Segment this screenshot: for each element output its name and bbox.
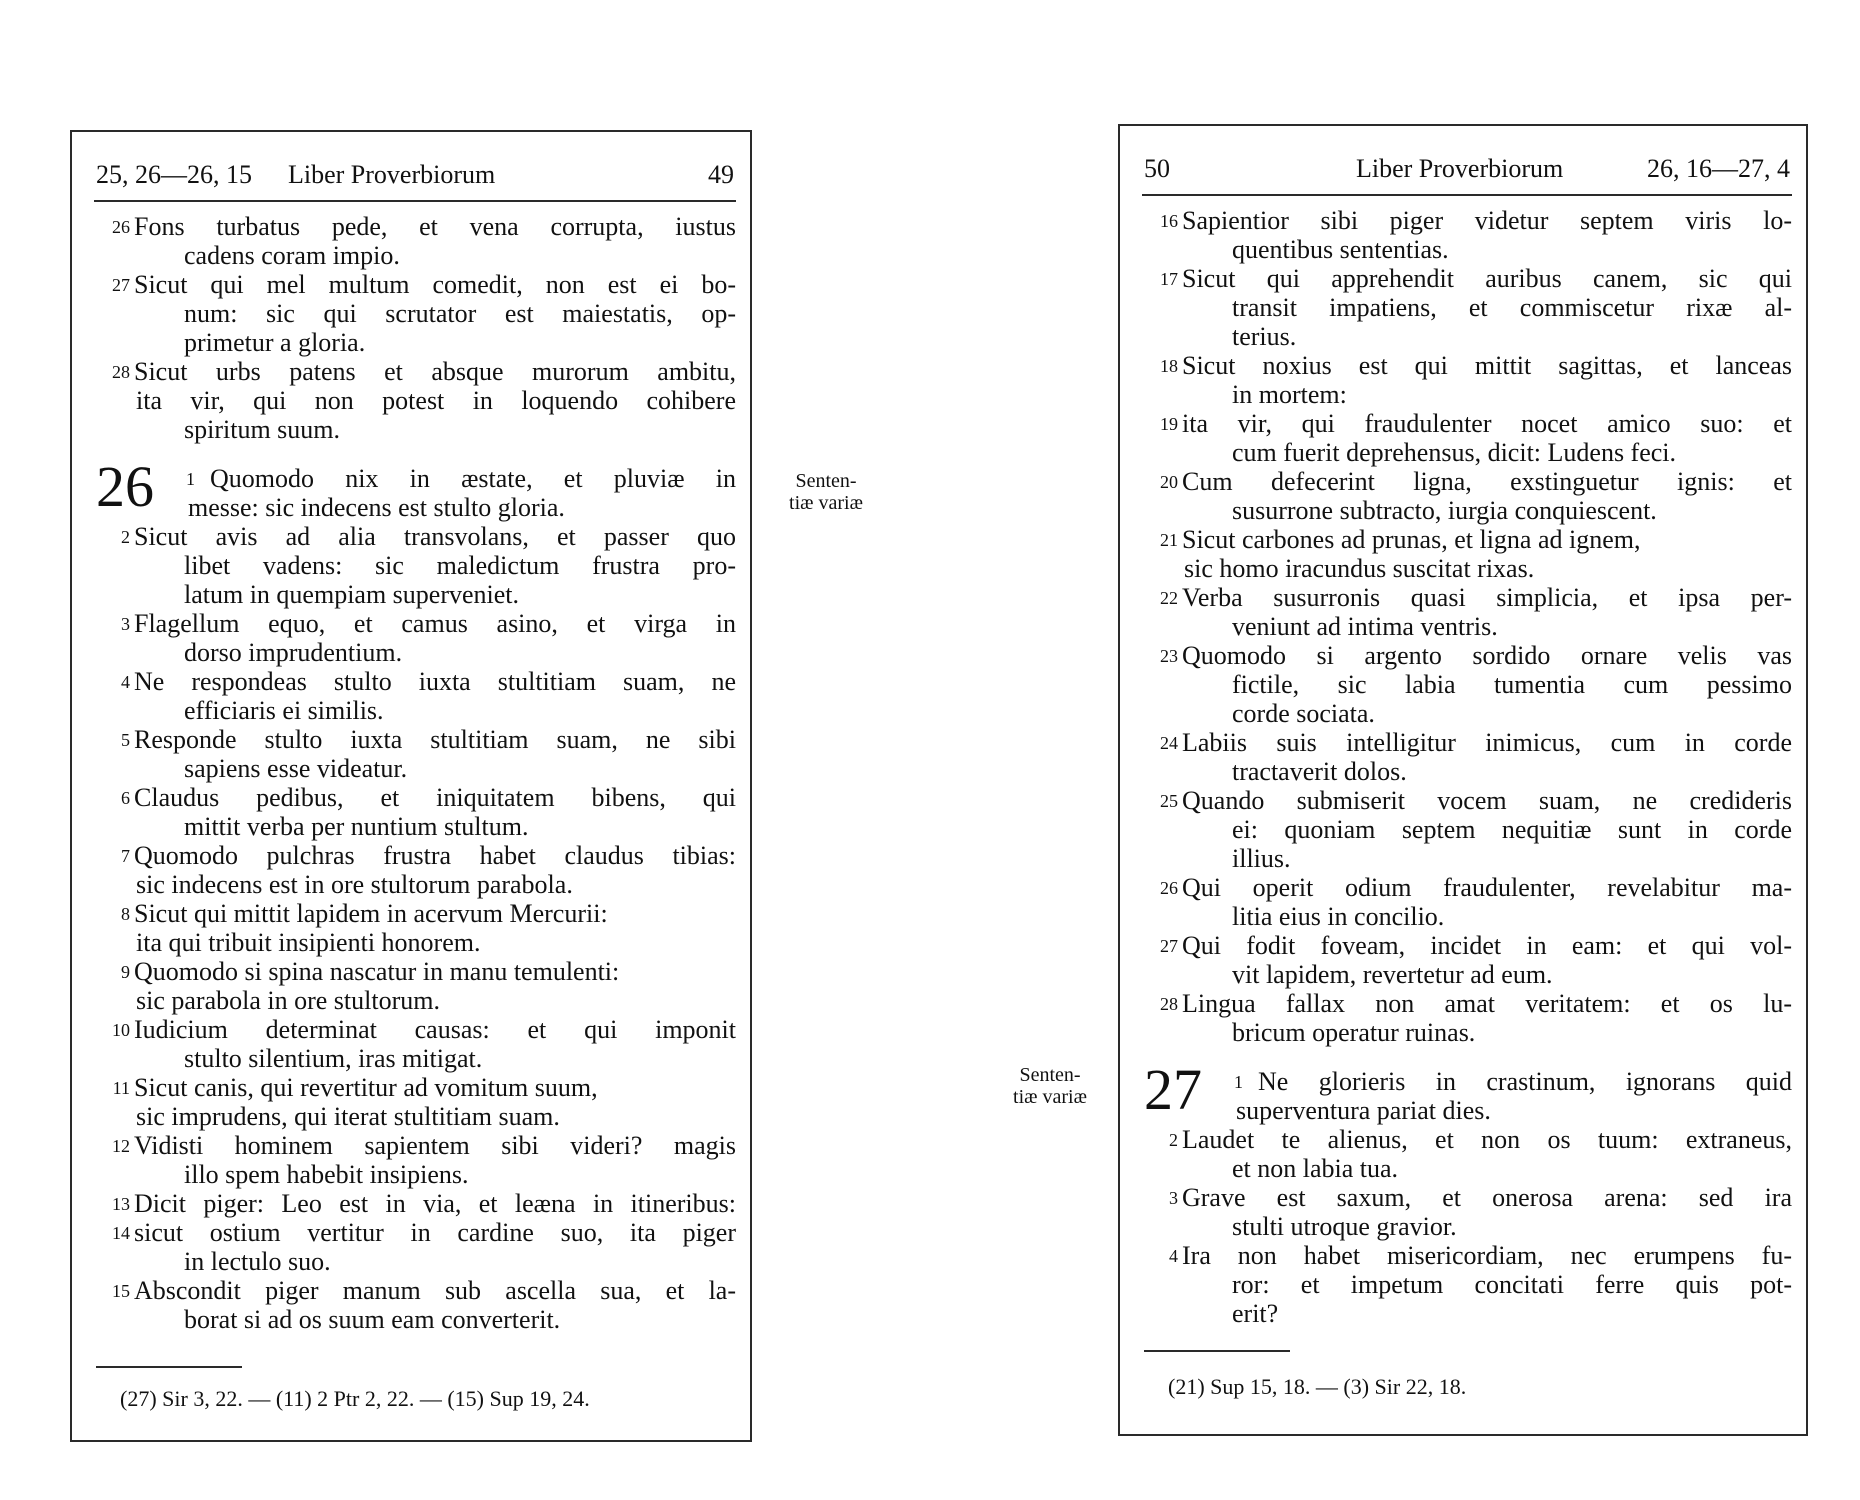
verse-text: in lectulo suo. [184, 1247, 331, 1276]
verse-text: erit? [1232, 1299, 1279, 1328]
verse [96, 270, 736, 357]
verse [1144, 264, 1792, 351]
verse-text: susurrone subtracto, iurgia conquiescent. [1232, 496, 1657, 525]
verse-text: ita qui tribuit insipienti honorem. [136, 928, 481, 957]
verse-number: 12 [112, 1136, 130, 1156]
verse [1144, 873, 1792, 931]
left-page-header [94, 154, 736, 202]
verse-text: superventura pariat dies. [1236, 1096, 1491, 1125]
verse-text: illius. [1232, 844, 1291, 873]
left-header-reference: 25, 26—26, 15 [96, 160, 252, 189]
verse [96, 957, 736, 1015]
verse-text: stulti utroque gravior. [1232, 1212, 1457, 1241]
verse-text: primetur a gloria. [184, 328, 366, 357]
verse [96, 667, 736, 725]
verse-text: messe: sic indecens est stulto gloria. [188, 493, 565, 522]
verse [96, 899, 736, 957]
verse [96, 1276, 736, 1334]
margin-note-right [980, 1064, 1120, 1108]
verse-number: 8 [121, 904, 130, 924]
margin-note-left [756, 470, 896, 514]
verse-text: terius. [1232, 322, 1297, 351]
verse-text: Abscondit piger manum sub ascella sua, et la- [134, 1276, 736, 1305]
verse [1144, 351, 1792, 409]
chapter-number: 26 [96, 454, 154, 519]
verse-text: Quomodo nix in æstate, et pluviæ in [210, 464, 736, 493]
verse-text: mittit verba per nuntium stultum. [184, 812, 529, 841]
verse [1144, 1183, 1792, 1241]
verse-number: 4 [1169, 1246, 1178, 1266]
verse-text: Quomodo si spina nascatur in manu temulenti: [134, 957, 620, 986]
verse-number: 19 [1160, 414, 1178, 434]
verse-text: Sicut qui mel multum comedit, non est ei bo- [134, 270, 736, 299]
verse-number: 2 [121, 527, 130, 547]
verse [96, 357, 736, 444]
footnote-divider [96, 1366, 242, 1368]
left-header-page-number: 49 [708, 160, 734, 189]
right-page-header [1142, 148, 1792, 196]
verse-number: 4 [121, 672, 130, 692]
verse-text: sic parabola in ore stultorum. [136, 986, 440, 1015]
verse [1144, 409, 1792, 467]
chapter-start [1144, 1057, 1792, 1125]
verse-text: borat si ad os suum eam converterit. [184, 1305, 561, 1334]
verse-text: Claudus pedibus, et iniquitatem bibens, qui [134, 783, 736, 812]
verse-number: 26 [112, 217, 130, 237]
verse-number: 23 [1160, 646, 1178, 666]
verse-text: sicut ostium vertitur in cardine suo, ita piger [134, 1218, 736, 1247]
verse-text: Ne glorieris in crastinum, ignorans quid [1258, 1067, 1792, 1096]
verse-text: ror: et impetum concitati ferre quis pot- [1232, 1270, 1792, 1299]
verse-text: sic imprudens, qui iterat stultitiam suam. [136, 1102, 560, 1131]
verse-text: Lingua fallax non amat veritatem: et os lu- [1182, 989, 1792, 1018]
verse-text: Fons turbatus pede, et vena corrupta, iustus [134, 212, 736, 241]
left-page [70, 130, 752, 1442]
verse-number: 3 [121, 614, 130, 634]
verse-text: Ira non habet misericordiam, nec erumpens fu- [1182, 1241, 1792, 1270]
verse [1144, 1125, 1792, 1183]
verse-number: 16 [1160, 211, 1178, 231]
verse-number: 6 [121, 788, 130, 808]
verse-text: litia eius in concilio. [1232, 902, 1445, 931]
verse-text: corde sociata. [1232, 699, 1375, 728]
right-footnote: (21) Sup 15, 18. — (3) Sir 22, 18. [1168, 1374, 1467, 1399]
verse [96, 783, 736, 841]
right-page [1118, 124, 1808, 1436]
verse [96, 1189, 736, 1218]
verse-number: 1 [186, 469, 195, 489]
verse-text: sapiens esse videatur. [184, 754, 408, 783]
footnote-divider [1144, 1350, 1290, 1352]
verse [96, 725, 736, 783]
verse-number: 26 [1160, 878, 1178, 898]
left-footnote: (27) Sir 3, 22. — (11) 2 Ptr 2, 22. — (15) Sup 19, 24. [120, 1386, 590, 1411]
verse-number: 2 [1169, 1130, 1178, 1150]
verse-text: quentibus sententias. [1232, 235, 1449, 264]
verse-number: 7 [121, 846, 130, 866]
verse-text: Sicut urbs patens et absque murorum ambitu, [134, 357, 736, 386]
verse-text: ei: quoniam septem nequitiæ sunt in corde [1232, 815, 1792, 844]
verse-number: 24 [1160, 733, 1178, 753]
verse-text: transit impatiens, et commiscetur rixæ al- [1232, 293, 1792, 322]
verse-text: in mortem: [1232, 380, 1347, 409]
verse-text: dorso imprudentium. [184, 638, 403, 667]
verse [96, 212, 736, 270]
verse-text: et non labia tua. [1232, 1154, 1399, 1183]
verse-text: cadens coram impio. [184, 241, 400, 270]
verse-number: 1 [1234, 1072, 1243, 1092]
verse-text: Iudicium determinat causas: et qui imponit [134, 1015, 736, 1044]
right-page-text [1144, 206, 1792, 1328]
verse-number: 27 [112, 275, 130, 295]
verse-text: vit lapidem, revertetur ad eum. [1232, 960, 1553, 989]
verse-text: Laudet te alienus, et non os tuum: extraneus, [1182, 1125, 1792, 1154]
verse-text: sic indecens est in ore stultorum parabola. [136, 870, 573, 899]
margin-note-line: tiæ variæ [1013, 1086, 1087, 1108]
verse-number: 20 [1160, 472, 1178, 492]
verse-number: 27 [1160, 936, 1178, 956]
verse-text: Quomodo pulchras frustra habet claudus tibias: [134, 841, 736, 870]
verse-text: Qui fodit foveam, incidet in eam: et qui vol- [1182, 931, 1792, 960]
verse-text: Qui operit odium fraudulenter, revelabitur ma- [1182, 873, 1792, 902]
verse-text: Sicut qui apprehendit auribus canem, sic qui [1182, 264, 1792, 293]
verse-text: fictile, sic labia tumentia cum pessimo [1232, 670, 1792, 699]
verse-number: 3 [1169, 1188, 1178, 1208]
verse-text: Sicut carbones ad prunas, et ligna ad ignem, [1182, 525, 1641, 554]
verse [1144, 931, 1792, 989]
verse-text: cum fuerit deprehensus, dicit: Ludens feci. [1232, 438, 1677, 467]
verse-number: 13 [112, 1194, 130, 1214]
verse-number: 10 [112, 1020, 130, 1040]
verse [1144, 641, 1792, 728]
right-header-title: Liber Proverbiorum [1356, 154, 1564, 183]
left-page-text [96, 212, 736, 1334]
verse-text: bricum operatur ruinas. [1232, 1018, 1476, 1047]
verse-text: ita vir, qui non potest in loquendo cohibere [136, 386, 736, 415]
verse [96, 1131, 736, 1189]
verse-text: efficiaris ei similis. [184, 696, 384, 725]
verse-text: veniunt ad intima ventris. [1232, 612, 1498, 641]
right-header-page-number: 50 [1144, 154, 1170, 183]
verse-text: Sicut canis, qui revertitur ad vomitum suum, [134, 1073, 598, 1102]
margin-note-line: Senten- [795, 470, 857, 492]
verse [96, 1073, 736, 1131]
chapter-number: 27 [1144, 1057, 1202, 1122]
verse-text: Responde stulto iuxta stultitiam suam, ne sibi [134, 725, 736, 754]
verse [1144, 206, 1792, 264]
verse-text: stulto silentium, iras mitigat. [184, 1044, 483, 1073]
verse-number: 15 [112, 1281, 130, 1301]
verse-number: 17 [1160, 269, 1178, 289]
verse-text: latum in quempiam superveniet. [184, 580, 520, 609]
verse-number: 21 [1160, 530, 1178, 550]
verse-text: Quomodo si argento sordido ornare velis vas [1182, 641, 1792, 670]
verse-text: num: sic qui scrutator est maiestatis, op- [184, 299, 736, 328]
verse [1144, 525, 1792, 583]
left-header-title: Liber Proverbiorum [288, 160, 496, 189]
verse-text: Ne respondeas stulto iuxta stultitiam suam, ne [134, 667, 736, 696]
verse-text: Flagellum equo, et camus asino, et virga in [134, 609, 736, 638]
verse-number: 9 [121, 962, 130, 982]
verse [1144, 728, 1792, 786]
verse [1144, 989, 1792, 1047]
margin-note-line: Senten- [1019, 1064, 1081, 1086]
right-header-reference: 26, 16—27, 4 [1647, 154, 1790, 183]
verse-text: tractaverit dolos. [1232, 757, 1407, 786]
verse-text: Grave est saxum, et onerosa arena: sed ira [1182, 1183, 1792, 1212]
verse [96, 841, 736, 899]
margin-note-line: tiæ variæ [789, 492, 863, 514]
verse-number: 28 [112, 362, 130, 382]
verse-text: ita vir, qui fraudulenter nocet amico suo: et [1182, 409, 1792, 438]
verse-number: 18 [1160, 356, 1178, 376]
verse-text: Quando submiserit vocem suam, ne credideris [1182, 786, 1792, 815]
chapter-start [96, 454, 736, 522]
verse [96, 1015, 736, 1073]
verse-text: sic homo iracundus suscitat rixas. [1184, 554, 1535, 583]
verse-number: 5 [121, 730, 130, 750]
verse-text: spiritum suum. [184, 415, 341, 444]
verse-text: Verba susurronis quasi simplicia, et ipsa per- [1182, 583, 1792, 612]
verse [1144, 583, 1792, 641]
verse-number: 14 [112, 1223, 130, 1243]
verse-text: Cum defecerint ligna, exstinguetur ignis: et [1182, 467, 1792, 496]
verse [96, 609, 736, 667]
verse [1144, 1241, 1792, 1328]
verse-text: Vidisti hominem sapientem sibi videri? magis [134, 1131, 736, 1160]
verse-text: Dicit piger: Leo est in via, et leæna in itineribus: [134, 1189, 736, 1218]
verse [96, 1218, 736, 1276]
verse-text: Sicut qui mittit lapidem in acervum Mercurii: [134, 899, 608, 928]
verse-number: 25 [1160, 791, 1178, 811]
verse-number: 11 [112, 1078, 130, 1098]
verse [1144, 786, 1792, 873]
verse-text: Labiis suis intelligitur inimicus, cum in corde [1182, 728, 1792, 757]
verse-text: illo spem habebit insipiens. [184, 1160, 469, 1189]
verse-number: 28 [1160, 994, 1178, 1014]
verse-number: 22 [1160, 588, 1178, 608]
verse-text: Sicut noxius est qui mittit sagittas, et lanceas [1182, 351, 1792, 380]
verse-text: Sicut avis ad alia transvolans, et passer quo [134, 522, 736, 551]
verse [96, 522, 736, 609]
verse-text: libet vadens: sic maledictum frustra pro- [184, 551, 736, 580]
verse [1144, 467, 1792, 525]
verse-text: Sapientior sibi piger videtur septem viris lo- [1182, 206, 1792, 235]
